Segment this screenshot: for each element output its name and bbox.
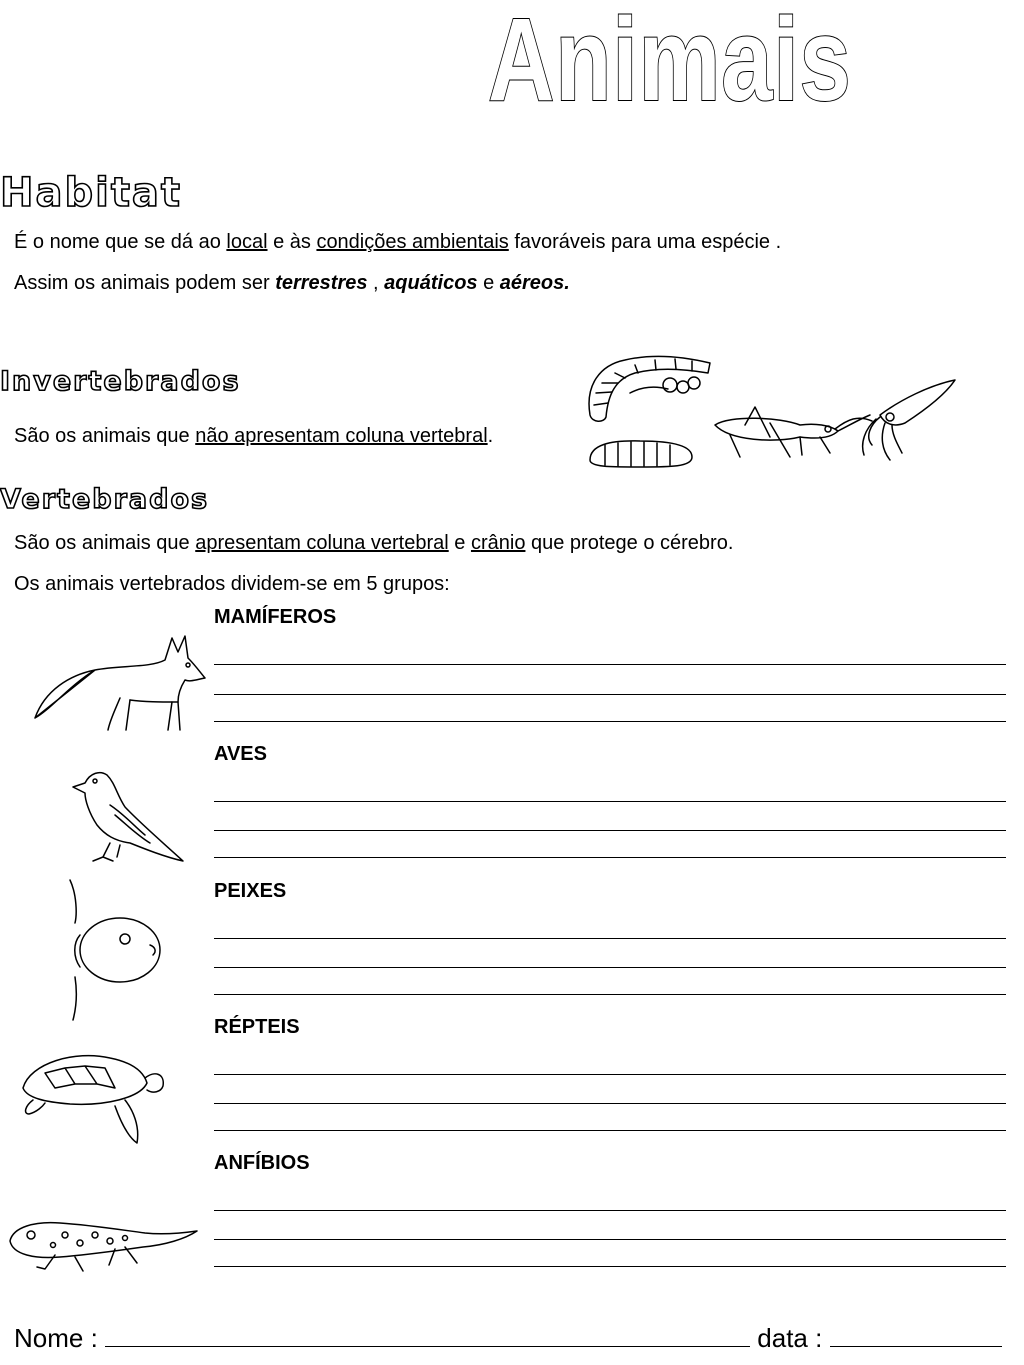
group-label-repteis: RÉPTEIS bbox=[214, 1016, 300, 1038]
name-label: Nome : bbox=[14, 1323, 98, 1353]
writing-line[interactable] bbox=[214, 994, 1006, 995]
grasshopper-icon bbox=[715, 407, 872, 457]
term-aquaticos: aquáticos bbox=[384, 272, 478, 294]
habitat-text-2: e às bbox=[267, 231, 317, 253]
date-field[interactable] bbox=[830, 1322, 1002, 1347]
term-aereos: aéreos. bbox=[499, 272, 570, 294]
writing-line[interactable] bbox=[214, 1103, 1006, 1104]
vertebrados-definition bbox=[14, 531, 733, 555]
writing-line[interactable] bbox=[214, 830, 1006, 831]
fox-icon bbox=[30, 630, 210, 735]
vertebrados-heading: Vertebrados bbox=[0, 484, 210, 515]
invertebrados-term: não apresentam coluna vertebral bbox=[195, 425, 488, 447]
sunfish-icon bbox=[55, 875, 165, 1025]
vertebrados-text-1: São os animais que bbox=[14, 532, 196, 554]
name-field[interactable] bbox=[105, 1322, 750, 1347]
habitat-text-3: favoráveis para uma espécie . bbox=[508, 231, 782, 253]
writing-line[interactable] bbox=[214, 1239, 1006, 1240]
turtle-icon bbox=[15, 1048, 170, 1148]
bird-icon bbox=[65, 765, 190, 865]
writing-line[interactable] bbox=[214, 857, 1006, 858]
term-terrestres: terrestres bbox=[275, 272, 368, 294]
group-label-mamiferos: MAMÍFEROS bbox=[214, 606, 337, 628]
invertebrados-heading: Invertebrados bbox=[0, 366, 241, 397]
squid-icon bbox=[863, 380, 955, 460]
habitat-term-local: local bbox=[226, 231, 268, 253]
habitat-text-1: É o nome que se dá ao bbox=[14, 231, 227, 253]
date-label: data : bbox=[757, 1323, 823, 1353]
larva-icon bbox=[590, 441, 692, 467]
invertebrados-text-2: . bbox=[487, 425, 494, 447]
vertebrados-term-skull: crânio bbox=[470, 532, 526, 554]
invertebrates-illustration bbox=[580, 345, 960, 470]
page-title: Animais bbox=[488, 0, 852, 126]
habitat-types-text-3: e bbox=[477, 272, 500, 294]
habitat-definition bbox=[14, 230, 781, 254]
writing-line[interactable] bbox=[214, 967, 1006, 968]
habitat-types bbox=[14, 271, 570, 295]
writing-line[interactable] bbox=[214, 801, 1006, 802]
writing-line[interactable] bbox=[214, 694, 1006, 695]
invertebrados-text-1: São os animais que bbox=[14, 425, 196, 447]
group-label-peixes: PEIXES bbox=[214, 880, 287, 902]
habitat-types-text-1: Assim os animais podem ser bbox=[14, 272, 276, 294]
salamander-icon bbox=[5, 1205, 200, 1275]
group-label-aves: AVES bbox=[214, 743, 267, 765]
vertebrados-text-2: e bbox=[448, 532, 471, 554]
writing-line[interactable] bbox=[214, 938, 1006, 939]
writing-line[interactable] bbox=[214, 664, 1006, 665]
vertebrados-text-3: que protege o cérebro. bbox=[525, 532, 734, 554]
habitat-types-text-2: , bbox=[367, 272, 385, 294]
writing-line[interactable] bbox=[214, 1210, 1006, 1211]
habitat-heading: Habitat bbox=[0, 170, 183, 216]
writing-line[interactable] bbox=[214, 721, 1006, 722]
writing-line[interactable] bbox=[214, 1266, 1006, 1267]
writing-line[interactable] bbox=[214, 1130, 1006, 1131]
invertebrados-definition bbox=[14, 424, 493, 448]
writing-line[interactable] bbox=[214, 1074, 1006, 1075]
vertebrados-term-spine: apresentam coluna vertebral bbox=[195, 532, 449, 554]
footer-row bbox=[14, 1322, 1002, 1354]
group-label-anfibios: ANFÍBIOS bbox=[214, 1152, 310, 1174]
earthworm-icon bbox=[589, 356, 710, 421]
habitat-term-conditions: condições ambientais bbox=[316, 231, 509, 253]
vertebrados-groups-intro: Os animais vertebrados dividem-se em 5 grupos: bbox=[14, 573, 450, 595]
